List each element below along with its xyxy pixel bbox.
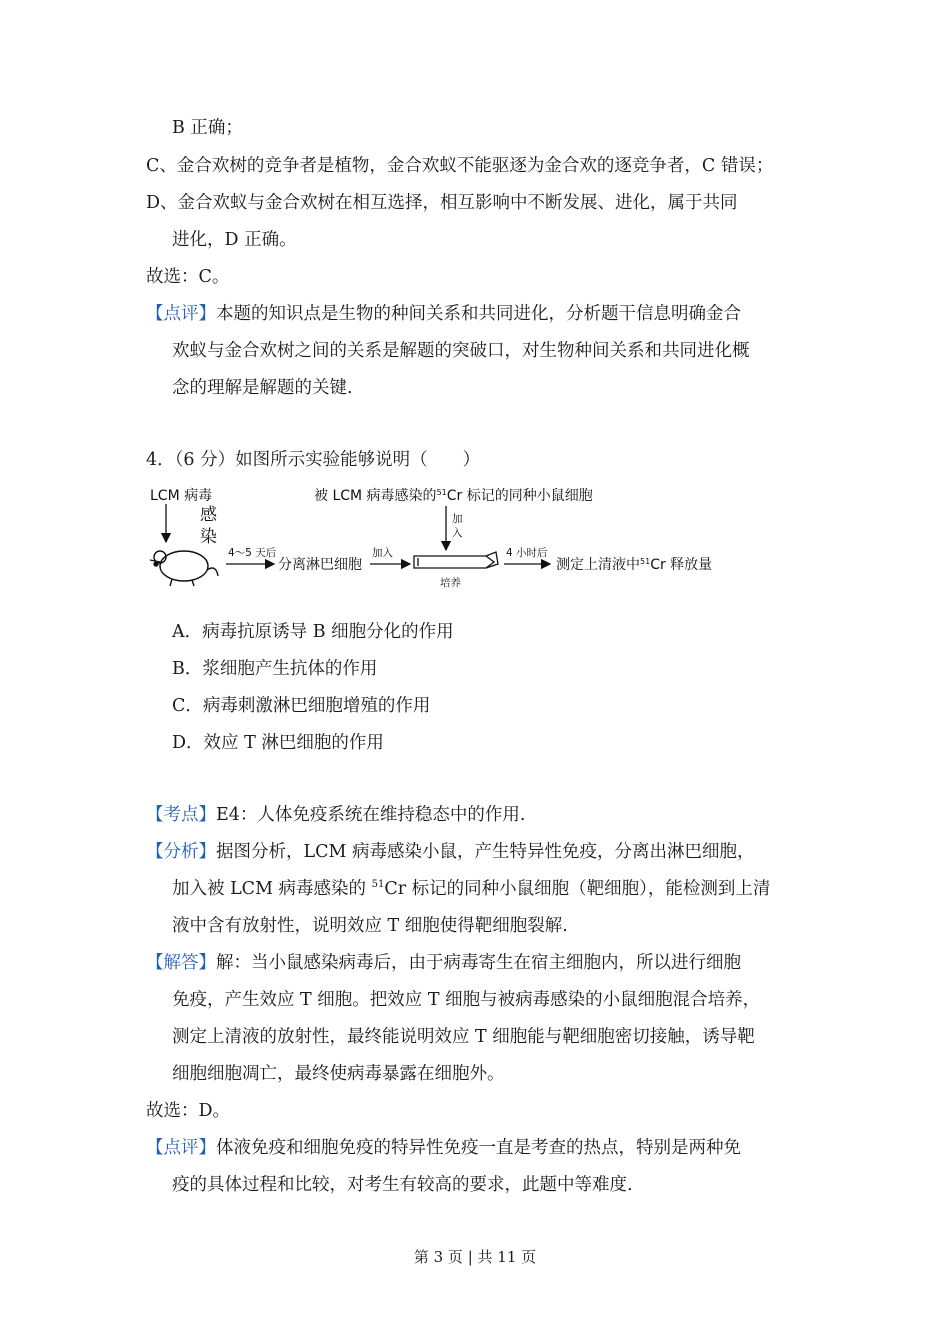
comment-text: 本题的知识点是生物的种间关系和共同进化，分析题干信息明确金合 — [216, 304, 741, 324]
kaodian-line — [146, 804, 525, 826]
isotope-superscript: 51 — [371, 879, 385, 891]
fenxi-tag: 【分析】 — [146, 842, 216, 862]
jieda-text: 解：当小鼠感染病毒后，由于病毒寄生在宿主细胞内，所以进行细胞 — [216, 953, 741, 973]
comment-line — [146, 303, 741, 325]
hours-label: 4 小时后 — [506, 547, 548, 559]
measure-label-suffix: Cr 释放量 — [650, 557, 713, 573]
comment-line: 疫的具体过程和比较，对考生有较高的要求，此题中等难度. — [172, 1175, 633, 1195]
fenxi-text: Cr 标记的同种小鼠细胞（靶细胞），能检测到上清 — [384, 879, 771, 899]
answer-line: 故选：D。 — [146, 1101, 231, 1121]
culture-label: 培养 — [440, 577, 461, 589]
fenxi-line — [172, 878, 770, 900]
option-c-analysis: C、金合欢树的竞争者是植物，金合欢蚁不能驱逐为金合欢的逐竞争者，C 错误； — [146, 156, 774, 176]
option-d-analysis: D、金合欢蚁与金合欢树在相互选择，相互影响中不断发展、进化，属于共同 — [146, 193, 738, 213]
option-d-analysis-cont: 进化，D 正确。 — [172, 230, 297, 250]
mouse-icon — [150, 551, 218, 586]
target-cell-label-prefix: 被 LCM 病毒感染的 — [314, 488, 437, 504]
add-label: 加入 — [372, 547, 393, 559]
isotope-superscript: 51 — [640, 557, 651, 566]
measure-label — [556, 556, 712, 573]
time-label: 4～5 天后 — [228, 547, 277, 559]
isolate-label: 分离淋巴细胞 — [278, 557, 362, 573]
jieda-line: 免疫，产生效应 T 细胞。把效应 T 细胞与被病毒感染的小鼠细胞混合培养， — [172, 990, 761, 1010]
fenxi-text: 据图分析，LCM 病毒感染小鼠，产生特异性免疫，分离出淋巴细胞， — [216, 842, 755, 862]
answer-line: 故选：C。 — [146, 267, 230, 287]
kaodian-text: E4：人体免疫系统在维持稳态中的作用. — [216, 805, 526, 825]
add-vertical-2: 入 — [452, 527, 463, 539]
measure-label-prefix: 测定上清液中 — [556, 557, 640, 573]
choice-d[interactable]: D．效应 T 淋巴细胞的作用 — [172, 733, 384, 753]
fenxi-text: 加入被 LCM 病毒感染的 — [172, 879, 372, 899]
target-cell-label-suffix: Cr 标记的同种小鼠细胞 — [446, 488, 593, 504]
test-tube-icon — [414, 552, 498, 568]
choice-a[interactable]: A．病毒抗原诱导 B 细胞分化的作用 — [172, 622, 454, 642]
jieda-line: 测定上清液的放射性，最终能说明效应 T 细胞能与靶细胞密切接触，诱导靶 — [172, 1027, 755, 1047]
target-cell-label — [314, 487, 593, 504]
experiment-diagram — [146, 484, 726, 594]
jieda-tag: 【解答】 — [146, 953, 216, 973]
jieda-line — [146, 952, 741, 974]
infect-label-1: 感 — [200, 505, 217, 525]
lcm-virus-label: LCM 病毒 — [150, 488, 213, 504]
isotope-superscript: 51 — [436, 488, 447, 497]
comment-tag: 【点评】 — [146, 1138, 216, 1158]
kaodian-tag: 【考点】 — [146, 805, 216, 825]
add-vertical-1: 加 — [452, 513, 463, 525]
choice-b[interactable]: B．浆细胞产生抗体的作用 — [172, 659, 378, 679]
page-footer: 第 3 页 | 共 11 页 — [413, 1248, 537, 1266]
comment-tag: 【点评】 — [146, 304, 216, 324]
text-line: B 正确； — [172, 118, 243, 138]
comment-text: 体液免疫和细胞免疫的特异性免疫一直是考查的热点，特别是两种免 — [216, 1138, 741, 1158]
jieda-line: 细胞细胞凋亡，最终使病毒暴露在细胞外。 — [172, 1064, 505, 1084]
infect-label-2: 染 — [200, 527, 217, 547]
comment-line: 念的理解是解题的关键. — [172, 378, 353, 398]
question-stem: 4．（6 分）如图所示实验能够说明（ ） — [146, 450, 481, 470]
comment-line — [146, 1137, 741, 1159]
fenxi-line: 液中含有放射性，说明效应 T 细胞使得靶细胞裂解. — [172, 916, 568, 936]
fenxi-line — [146, 841, 755, 863]
comment-line: 欢蚁与金合欢树之间的关系是解题的突破口，对生物种间关系和共同进化概 — [172, 341, 750, 361]
choice-c[interactable]: C．病毒刺激淋巴细胞增殖的作用 — [172, 696, 431, 716]
